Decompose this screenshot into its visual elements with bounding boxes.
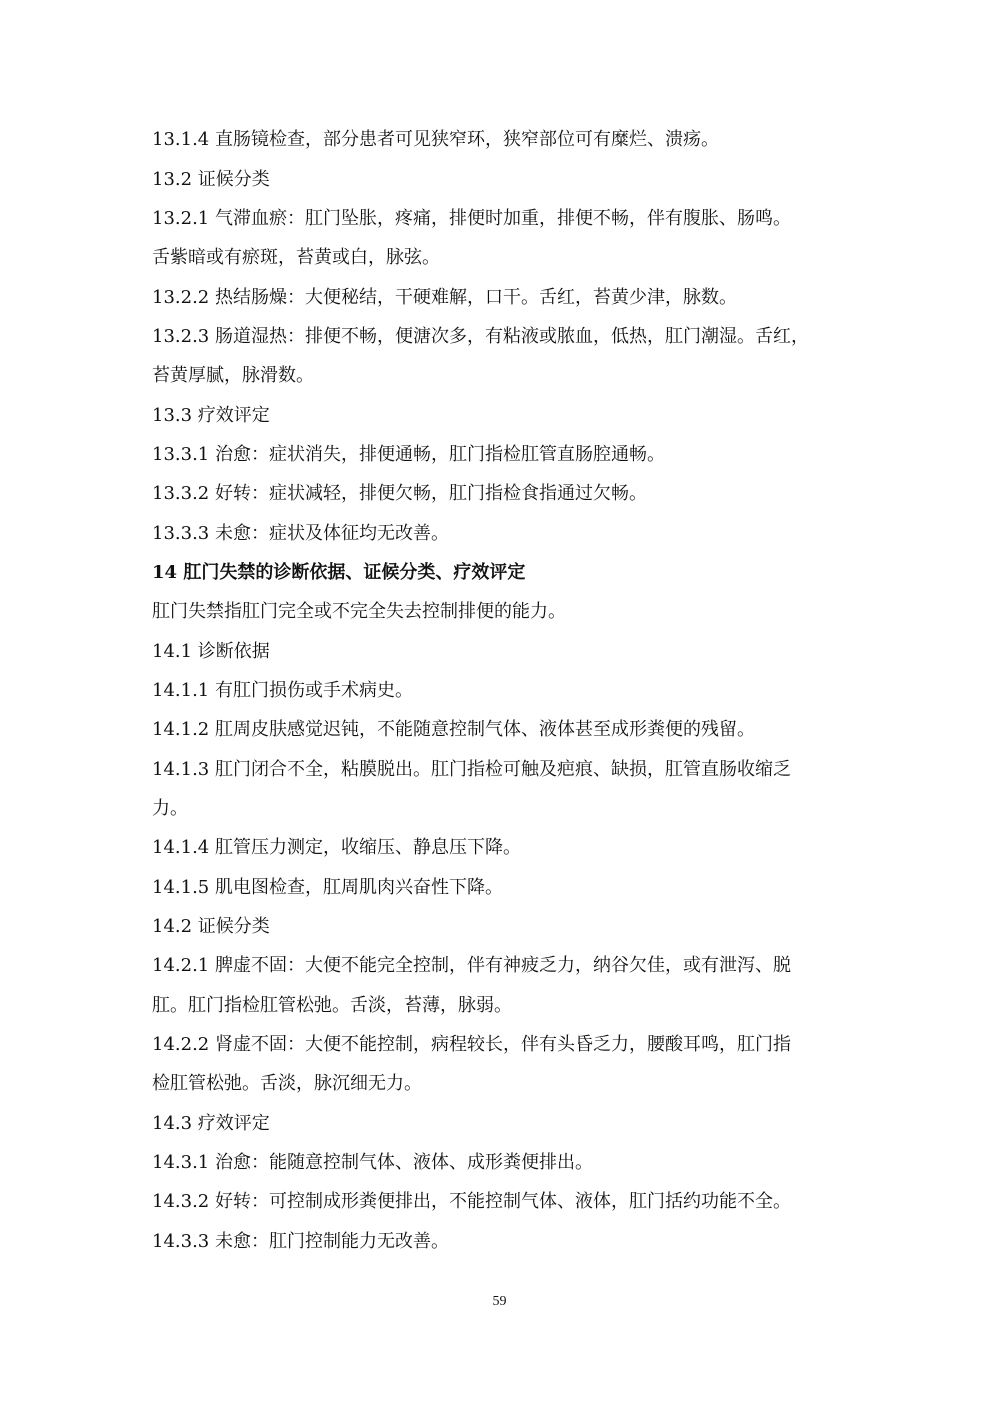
clause-13-2-1: 13.2.1 气滞血瘀：肛门坠胀，疼痛，排便时加重，排便不畅，伴有腹胀、肠鸣。 (152, 208, 791, 229)
clause-14-2-1-cont: 肛。肛门指检肛管松弛。舌淡，苔薄，脉弱。 (152, 995, 512, 1016)
heading-13-3: 13.3 疗效评定 (152, 405, 270, 426)
heading-13-2: 13.2 证候分类 (152, 169, 270, 190)
clause-13-3-1: 13.3.1 治愈：症状消失，排便通畅，肛门指检肛管直肠腔通畅。 (152, 444, 665, 465)
clause-14-2-1: 14.2.1 脾虚不固：大便不能完全控制，伴有神疲乏力，纳谷欠佳，或有泄泻、脱 (152, 955, 791, 976)
clause-14-1-2: 14.1.2 肛周皮肤感觉迟钝，不能随意控制气体、液体甚至成形粪便的残留。 (152, 719, 755, 740)
clause-14-2-2: 14.2.2 肾虚不固：大便不能控制，病程较长，伴有头昏乏力，腰酸耳鸣，肛门指 (152, 1034, 791, 1055)
clause-13-2-1-cont: 舌紫暗或有瘀斑，苔黄或白，脉弦。 (152, 247, 440, 268)
clause-14-1-1: 14.1.1 有肛门损伤或手术病史。 (152, 680, 413, 701)
clause-14-3-1: 14.3.1 治愈：能随意控制气体、液体、成形粪便排出。 (152, 1152, 593, 1173)
clause-13-2-2: 13.2.2 热结肠燥：大便秘结，干硬难解，口干。舌红，苔黄少津，脉数。 (152, 287, 737, 308)
clause-13-1-4: 13.1.4 直肠镜检查，部分患者可见狭窄环，狭窄部位可有糜烂、溃疡。 (152, 129, 719, 150)
clause-13-2-3: 13.2.3 肠道湿热：排便不畅，便溏次多，有粘液或脓血，低热，肛门潮湿。舌红， (152, 326, 809, 347)
heading-14-3: 14.3 疗效评定 (152, 1113, 270, 1134)
section-14-intro: 肛门失禁指肛门完全或不完全失去控制排便的能力。 (152, 601, 566, 622)
page-number: 59 (492, 1294, 507, 1309)
clause-14-1-3: 14.1.3 肛门闭合不全，粘膜脱出。肛门指检可触及疤痕、缺损，肛管直肠收缩乏 (152, 759, 791, 780)
section-heading-14: 14 肛门失禁的诊断依据、证候分类、疗效评定 (152, 562, 526, 583)
clause-14-1-4: 14.1.4 肛管压力测定，收缩压、静息压下降。 (152, 837, 521, 858)
clause-14-1-3-cont: 力。 (152, 798, 188, 819)
clause-13-2-3-cont: 苔黄厚腻，脉滑数。 (152, 365, 314, 386)
heading-14-2: 14.2 证候分类 (152, 916, 270, 937)
clause-14-1-5: 14.1.5 肌电图检查，肛周肌肉兴奋性下降。 (152, 877, 503, 898)
clause-13-3-2: 13.3.2 好转：症状减轻，排便欠畅，肛门指检食指通过欠畅。 (152, 483, 647, 504)
clause-13-3-3: 13.3.3 未愈：症状及体征均无改善。 (152, 523, 449, 544)
heading-14-1: 14.1 诊断依据 (152, 641, 270, 662)
clause-14-3-3: 14.3.3 未愈：肛门控制能力无改善。 (152, 1231, 449, 1252)
clause-14-3-2: 14.3.2 好转：可控制成形粪便排出，不能控制气体、液体，肛门括约功能不全。 (152, 1191, 791, 1212)
clause-14-2-2-cont: 检肛管松弛。舌淡，脉沉细无力。 (152, 1073, 422, 1094)
